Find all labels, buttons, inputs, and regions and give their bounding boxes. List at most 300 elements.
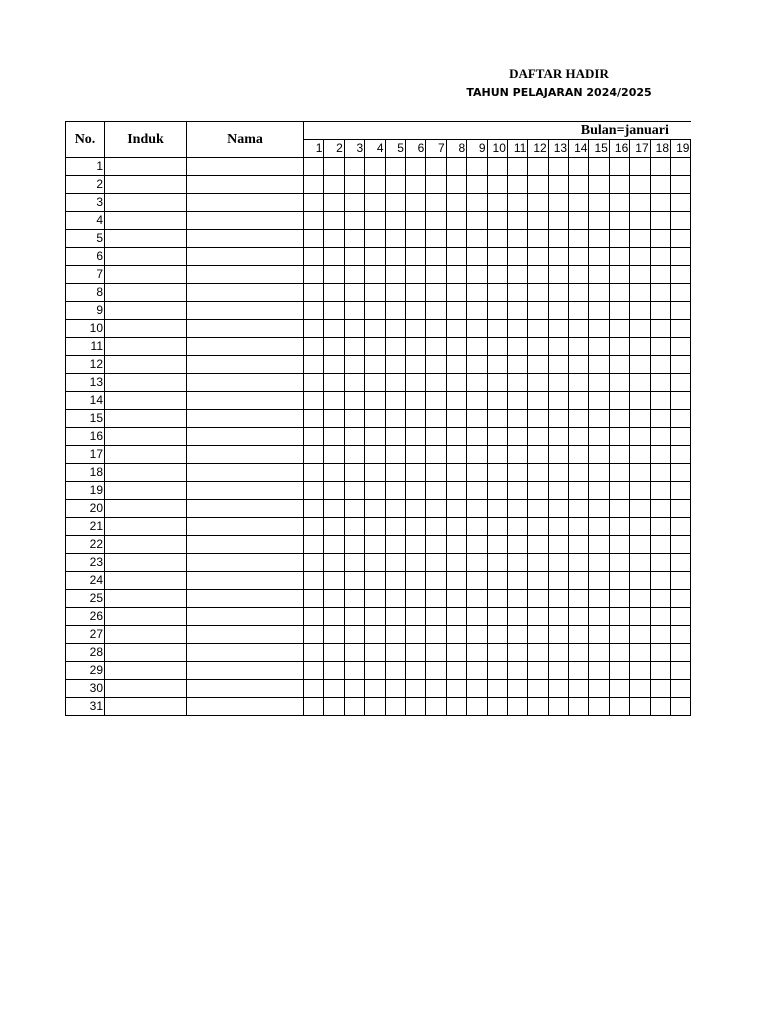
attendance-cell[interactable] [630,428,650,446]
attendance-cell[interactable] [304,662,324,680]
attendance-cell[interactable] [385,230,405,248]
attendance-cell[interactable] [609,518,629,536]
attendance-cell[interactable] [324,212,344,230]
attendance-cell[interactable] [324,284,344,302]
attendance-cell[interactable] [365,428,385,446]
attendance-cell[interactable] [589,482,609,500]
attendance-cell[interactable] [426,410,446,428]
attendance-cell[interactable] [324,644,344,662]
attendance-cell[interactable] [487,320,507,338]
attendance-cell[interactable] [446,698,466,716]
attendance-cell[interactable] [650,608,670,626]
attendance-cell[interactable] [467,698,487,716]
attendance-cell[interactable] [609,284,629,302]
attendance-cell[interactable] [630,392,650,410]
attendance-cell[interactable] [487,392,507,410]
attendance-cell[interactable] [487,590,507,608]
attendance-cell[interactable] [630,662,650,680]
induk-cell[interactable] [105,464,187,482]
attendance-cell[interactable] [487,356,507,374]
attendance-cell[interactable] [671,248,691,266]
attendance-cell[interactable] [507,320,527,338]
attendance-cell[interactable] [650,626,670,644]
attendance-cell[interactable] [548,284,568,302]
attendance-cell[interactable] [365,644,385,662]
attendance-cell[interactable] [630,482,650,500]
attendance-cell[interactable] [528,230,548,248]
attendance-cell[interactable] [467,194,487,212]
attendance-cell[interactable] [548,338,568,356]
attendance-cell[interactable] [446,374,466,392]
attendance-cell[interactable] [446,392,466,410]
attendance-cell[interactable] [609,230,629,248]
attendance-cell[interactable] [405,284,425,302]
attendance-cell[interactable] [671,392,691,410]
attendance-cell[interactable] [344,248,364,266]
induk-cell[interactable] [105,176,187,194]
attendance-cell[interactable] [650,554,670,572]
attendance-cell[interactable] [405,626,425,644]
attendance-cell[interactable] [650,698,670,716]
attendance-cell[interactable] [650,302,670,320]
attendance-cell[interactable] [344,266,364,284]
attendance-cell[interactable] [344,302,364,320]
attendance-cell[interactable] [671,284,691,302]
attendance-cell[interactable] [324,230,344,248]
attendance-cell[interactable] [405,662,425,680]
attendance-cell[interactable] [405,266,425,284]
attendance-cell[interactable] [385,446,405,464]
attendance-cell[interactable] [609,608,629,626]
attendance-cell[interactable] [609,374,629,392]
attendance-cell[interactable] [671,446,691,464]
attendance-cell[interactable] [426,536,446,554]
attendance-cell[interactable] [426,590,446,608]
induk-cell[interactable] [105,590,187,608]
attendance-cell[interactable] [405,248,425,266]
attendance-cell[interactable] [446,410,466,428]
attendance-cell[interactable] [405,338,425,356]
attendance-cell[interactable] [630,302,650,320]
attendance-cell[interactable] [426,446,446,464]
attendance-cell[interactable] [671,536,691,554]
attendance-cell[interactable] [385,410,405,428]
attendance-cell[interactable] [487,662,507,680]
attendance-cell[interactable] [507,500,527,518]
attendance-cell[interactable] [528,356,548,374]
attendance-cell[interactable] [548,410,568,428]
attendance-cell[interactable] [446,500,466,518]
attendance-cell[interactable] [385,320,405,338]
attendance-cell[interactable] [569,626,589,644]
attendance-cell[interactable] [569,356,589,374]
attendance-cell[interactable] [630,644,650,662]
induk-cell[interactable] [105,284,187,302]
attendance-cell[interactable] [344,320,364,338]
attendance-cell[interactable] [548,464,568,482]
attendance-cell[interactable] [650,284,670,302]
attendance-cell[interactable] [446,194,466,212]
attendance-cell[interactable] [609,248,629,266]
attendance-cell[interactable] [528,500,548,518]
attendance-cell[interactable] [304,446,324,464]
attendance-cell[interactable] [671,428,691,446]
attendance-cell[interactable] [365,284,385,302]
attendance-cell[interactable] [630,536,650,554]
attendance-cell[interactable] [528,158,548,176]
attendance-cell[interactable] [589,644,609,662]
attendance-cell[interactable] [426,266,446,284]
attendance-cell[interactable] [528,320,548,338]
attendance-cell[interactable] [569,302,589,320]
attendance-cell[interactable] [630,572,650,590]
attendance-cell[interactable] [365,176,385,194]
attendance-cell[interactable] [569,518,589,536]
attendance-cell[interactable] [569,248,589,266]
attendance-cell[interactable] [324,500,344,518]
attendance-cell[interactable] [467,266,487,284]
attendance-cell[interactable] [650,320,670,338]
attendance-cell[interactable] [487,680,507,698]
attendance-cell[interactable] [304,536,324,554]
attendance-cell[interactable] [324,302,344,320]
attendance-cell[interactable] [385,194,405,212]
attendance-cell[interactable] [589,500,609,518]
attendance-cell[interactable] [671,410,691,428]
attendance-cell[interactable] [446,680,466,698]
attendance-cell[interactable] [365,662,385,680]
attendance-cell[interactable] [569,482,589,500]
attendance-cell[interactable] [589,338,609,356]
attendance-cell[interactable] [385,554,405,572]
induk-cell[interactable] [105,644,187,662]
attendance-cell[interactable] [365,410,385,428]
attendance-cell[interactable] [385,482,405,500]
attendance-cell[interactable] [467,608,487,626]
attendance-cell[interactable] [385,284,405,302]
attendance-cell[interactable] [609,302,629,320]
nama-cell[interactable] [187,248,304,266]
nama-cell[interactable] [187,302,304,320]
attendance-cell[interactable] [324,626,344,644]
attendance-cell[interactable] [569,284,589,302]
attendance-cell[interactable] [507,590,527,608]
nama-cell[interactable] [187,212,304,230]
attendance-cell[interactable] [426,464,446,482]
nama-cell[interactable] [187,446,304,464]
attendance-cell[interactable] [650,374,670,392]
attendance-cell[interactable] [487,338,507,356]
attendance-cell[interactable] [589,248,609,266]
attendance-cell[interactable] [528,212,548,230]
attendance-cell[interactable] [304,680,324,698]
attendance-cell[interactable] [385,176,405,194]
attendance-cell[interactable] [344,518,364,536]
induk-cell[interactable] [105,698,187,716]
attendance-cell[interactable] [467,410,487,428]
attendance-cell[interactable] [569,698,589,716]
attendance-cell[interactable] [304,320,324,338]
attendance-cell[interactable] [507,194,527,212]
attendance-cell[interactable] [324,410,344,428]
attendance-cell[interactable] [487,518,507,536]
attendance-cell[interactable] [548,608,568,626]
attendance-cell[interactable] [630,212,650,230]
attendance-cell[interactable] [446,302,466,320]
attendance-cell[interactable] [589,374,609,392]
induk-cell[interactable] [105,392,187,410]
nama-cell[interactable] [187,338,304,356]
attendance-cell[interactable] [467,446,487,464]
attendance-cell[interactable] [507,572,527,590]
nama-cell[interactable] [187,464,304,482]
attendance-cell[interactable] [467,428,487,446]
attendance-cell[interactable] [467,248,487,266]
induk-cell[interactable] [105,158,187,176]
induk-cell[interactable] [105,662,187,680]
attendance-cell[interactable] [650,248,670,266]
attendance-cell[interactable] [650,644,670,662]
attendance-cell[interactable] [609,554,629,572]
attendance-cell[interactable] [446,320,466,338]
nama-cell[interactable] [187,518,304,536]
attendance-cell[interactable] [385,392,405,410]
attendance-cell[interactable] [304,608,324,626]
attendance-cell[interactable] [385,266,405,284]
attendance-cell[interactable] [528,428,548,446]
nama-cell[interactable] [187,176,304,194]
attendance-cell[interactable] [589,626,609,644]
attendance-cell[interactable] [609,626,629,644]
attendance-cell[interactable] [344,662,364,680]
attendance-cell[interactable] [569,374,589,392]
attendance-cell[interactable] [426,482,446,500]
attendance-cell[interactable] [630,194,650,212]
attendance-cell[interactable] [405,554,425,572]
attendance-cell[interactable] [487,644,507,662]
attendance-cell[interactable] [344,500,364,518]
attendance-cell[interactable] [589,572,609,590]
attendance-cell[interactable] [426,662,446,680]
attendance-cell[interactable] [385,572,405,590]
attendance-cell[interactable] [467,176,487,194]
attendance-cell[interactable] [446,608,466,626]
attendance-cell[interactable] [650,446,670,464]
attendance-cell[interactable] [650,266,670,284]
attendance-cell[interactable] [569,392,589,410]
attendance-cell[interactable] [609,662,629,680]
induk-cell[interactable] [105,212,187,230]
attendance-cell[interactable] [487,302,507,320]
attendance-cell[interactable] [426,248,446,266]
attendance-cell[interactable] [528,482,548,500]
attendance-cell[interactable] [405,428,425,446]
attendance-cell[interactable] [528,680,548,698]
attendance-cell[interactable] [304,410,324,428]
attendance-cell[interactable] [507,662,527,680]
attendance-cell[interactable] [324,176,344,194]
nama-cell[interactable] [187,626,304,644]
attendance-cell[interactable] [507,554,527,572]
attendance-cell[interactable] [548,536,568,554]
attendance-cell[interactable] [650,392,670,410]
attendance-cell[interactable] [446,176,466,194]
attendance-cell[interactable] [365,608,385,626]
attendance-cell[interactable] [630,680,650,698]
attendance-cell[interactable] [569,266,589,284]
attendance-cell[interactable] [467,158,487,176]
attendance-cell[interactable] [671,608,691,626]
attendance-cell[interactable] [671,176,691,194]
attendance-cell[interactable] [569,176,589,194]
attendance-cell[interactable] [365,482,385,500]
attendance-cell[interactable] [304,212,324,230]
attendance-cell[interactable] [569,590,589,608]
attendance-cell[interactable] [324,194,344,212]
attendance-cell[interactable] [507,482,527,500]
attendance-cell[interactable] [304,248,324,266]
attendance-cell[interactable] [405,572,425,590]
attendance-cell[interactable] [365,158,385,176]
attendance-cell[interactable] [609,536,629,554]
attendance-cell[interactable] [630,500,650,518]
attendance-cell[interactable] [365,338,385,356]
attendance-cell[interactable] [609,356,629,374]
nama-cell[interactable] [187,572,304,590]
attendance-cell[interactable] [487,500,507,518]
attendance-cell[interactable] [324,482,344,500]
attendance-cell[interactable] [487,572,507,590]
attendance-cell[interactable] [507,626,527,644]
attendance-cell[interactable] [426,626,446,644]
nama-cell[interactable] [187,680,304,698]
attendance-cell[interactable] [344,590,364,608]
attendance-cell[interactable] [548,230,568,248]
attendance-cell[interactable] [671,212,691,230]
attendance-cell[interactable] [405,698,425,716]
attendance-cell[interactable] [344,482,364,500]
attendance-cell[interactable] [507,644,527,662]
attendance-cell[interactable] [569,158,589,176]
attendance-cell[interactable] [589,518,609,536]
attendance-cell[interactable] [344,284,364,302]
attendance-cell[interactable] [528,698,548,716]
attendance-cell[interactable] [671,698,691,716]
attendance-cell[interactable] [324,662,344,680]
attendance-cell[interactable] [528,338,548,356]
attendance-cell[interactable] [671,500,691,518]
attendance-cell[interactable] [528,554,548,572]
attendance-cell[interactable] [365,446,385,464]
attendance-cell[interactable] [304,392,324,410]
attendance-cell[interactable] [589,464,609,482]
attendance-cell[interactable] [324,536,344,554]
attendance-cell[interactable] [446,266,466,284]
attendance-cell[interactable] [344,338,364,356]
attendance-cell[interactable] [405,446,425,464]
attendance-cell[interactable] [487,230,507,248]
induk-cell[interactable] [105,410,187,428]
attendance-cell[interactable] [365,464,385,482]
attendance-cell[interactable] [426,356,446,374]
attendance-cell[interactable] [528,302,548,320]
nama-cell[interactable] [187,230,304,248]
attendance-cell[interactable] [671,302,691,320]
attendance-cell[interactable] [528,410,548,428]
attendance-cell[interactable] [609,410,629,428]
induk-cell[interactable] [105,518,187,536]
attendance-cell[interactable] [630,410,650,428]
attendance-cell[interactable] [569,680,589,698]
attendance-cell[interactable] [467,338,487,356]
attendance-cell[interactable] [304,338,324,356]
nama-cell[interactable] [187,590,304,608]
attendance-cell[interactable] [467,572,487,590]
attendance-cell[interactable] [467,554,487,572]
attendance-cell[interactable] [528,572,548,590]
attendance-cell[interactable] [569,446,589,464]
attendance-cell[interactable] [304,482,324,500]
attendance-cell[interactable] [446,212,466,230]
attendance-cell[interactable] [609,680,629,698]
attendance-cell[interactable] [671,266,691,284]
attendance-cell[interactable] [487,464,507,482]
attendance-cell[interactable] [487,428,507,446]
attendance-cell[interactable] [589,158,609,176]
attendance-cell[interactable] [671,518,691,536]
attendance-cell[interactable] [630,554,650,572]
attendance-cell[interactable] [344,698,364,716]
attendance-cell[interactable] [569,500,589,518]
attendance-cell[interactable] [324,428,344,446]
attendance-cell[interactable] [507,356,527,374]
attendance-cell[interactable] [548,266,568,284]
attendance-cell[interactable] [548,572,568,590]
attendance-cell[interactable] [609,464,629,482]
attendance-cell[interactable] [609,572,629,590]
attendance-cell[interactable] [426,698,446,716]
attendance-cell[interactable] [344,158,364,176]
attendance-cell[interactable] [630,266,650,284]
attendance-cell[interactable] [589,212,609,230]
attendance-cell[interactable] [487,554,507,572]
attendance-cell[interactable] [548,248,568,266]
attendance-cell[interactable] [630,176,650,194]
attendance-cell[interactable] [548,392,568,410]
attendance-cell[interactable] [589,554,609,572]
attendance-cell[interactable] [405,536,425,554]
attendance-cell[interactable] [324,572,344,590]
attendance-cell[interactable] [589,662,609,680]
attendance-cell[interactable] [405,194,425,212]
nama-cell[interactable] [187,536,304,554]
attendance-cell[interactable] [609,392,629,410]
attendance-cell[interactable] [324,158,344,176]
attendance-cell[interactable] [304,518,324,536]
attendance-cell[interactable] [446,284,466,302]
attendance-cell[interactable] [650,212,670,230]
attendance-cell[interactable] [446,518,466,536]
attendance-cell[interactable] [344,680,364,698]
attendance-cell[interactable] [426,212,446,230]
attendance-cell[interactable] [324,374,344,392]
attendance-cell[interactable] [569,572,589,590]
attendance-cell[interactable] [467,644,487,662]
attendance-cell[interactable] [385,338,405,356]
attendance-cell[interactable] [630,518,650,536]
attendance-cell[interactable] [426,338,446,356]
attendance-cell[interactable] [385,644,405,662]
